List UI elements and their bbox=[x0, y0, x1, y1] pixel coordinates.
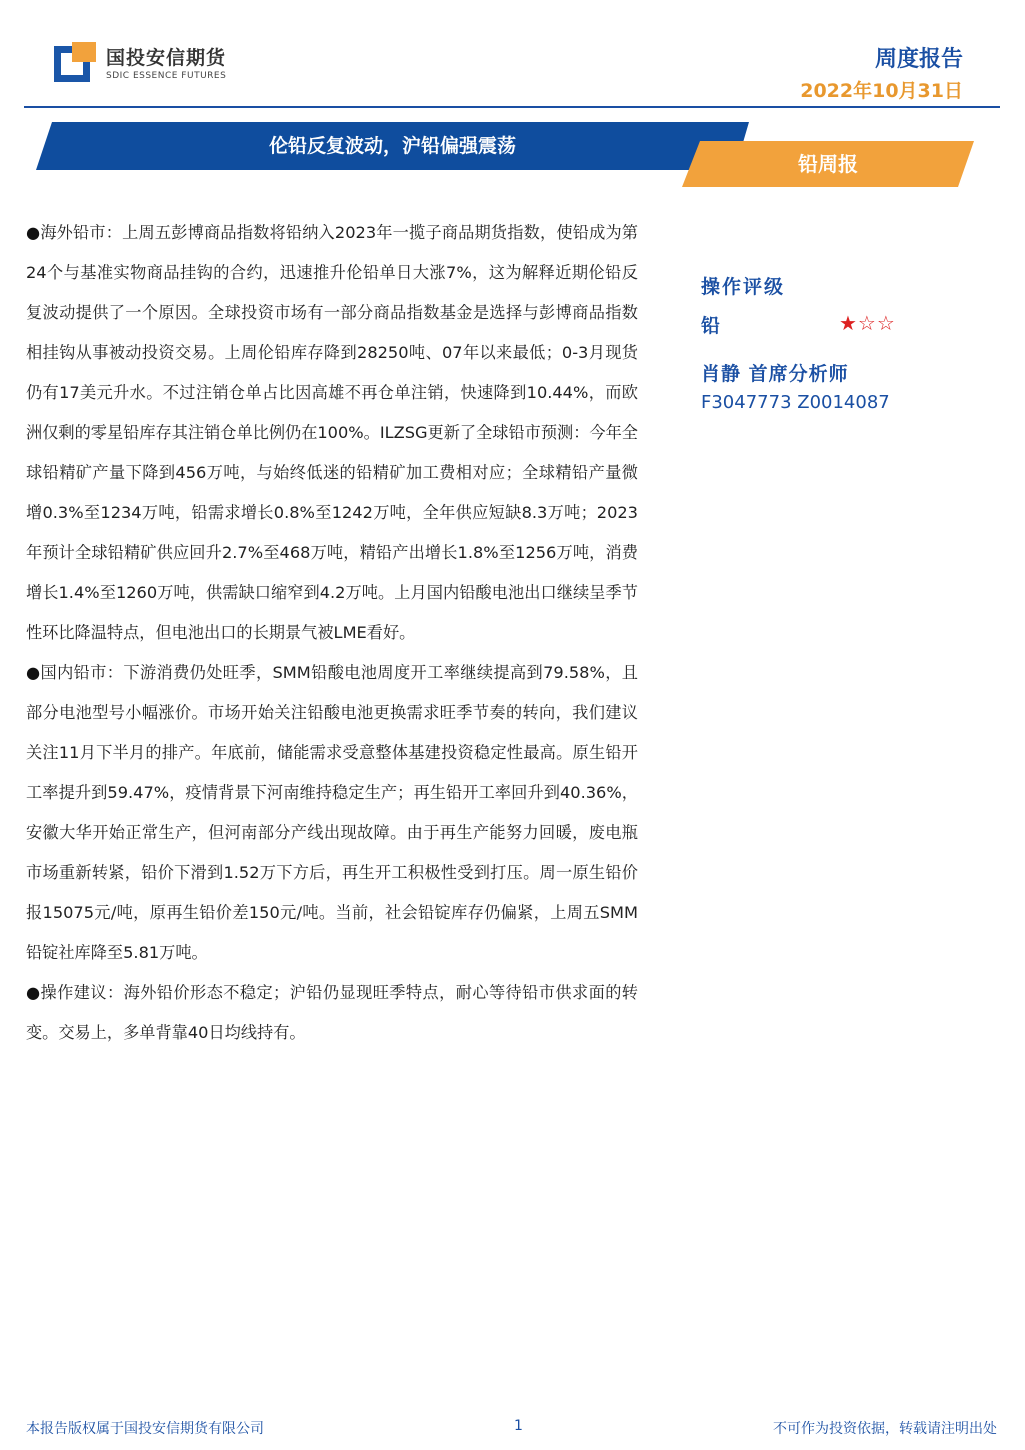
logo-name-en: SDIC ESSENCE FUTURES bbox=[106, 71, 227, 81]
paragraph-overseas bbox=[26, 213, 638, 653]
logo-name-cn: 国投安信期货 bbox=[106, 47, 227, 69]
paragraph-text: 海外铅市：上周五彭博商品指数将铅纳入2023年一揽子商品期货指数，使铅成为第24个与基准实物商品挂钩的合约，迅速推升伦铅单日大涨7%，这为解释近期伦铅反复波动提供了一个原因。全球投资市场有一部分商品指数基金是选择与彭博商品指数相挂钩从事被动投资交易。上周伦铅库存降到28250吨、07年以来最低；0-3月现货仍有17美元升水。不过注销仓单占比因高雄不再仓单注销，快速降到10.44%，而欧洲仅剩的零星铅库存其注销仓单比例仍在100%。ILZSG更新了全球铅市预测：今年全球铅精矿产量下降到456万吨，与始终低迷的铅精矿加工费相对应；全球精铅产量微增0.3%至1234万吨，铅需求增长0.8%至1242万吨，全年供应短缺8.3万吨；2023年预计全球铅精矿供应回升2.7%至468万吨，精铅产出增长1.8%至1256万吨，消费增长1.4%至1260万吨，供需缺口缩窄到4.2万吨。上月国内铅酸电池出口继续呈季节性环比降温特点，但电池出口的长期景气被LME看好。 bbox=[26, 223, 638, 642]
rating-item: 铅 bbox=[701, 315, 721, 337]
page-number: 1 bbox=[514, 1418, 523, 1434]
report-date: 2022年10月31日 bbox=[800, 80, 963, 102]
bullet-icon: ● bbox=[26, 223, 41, 242]
paragraph-text: 操作建议：海外铅价形态不稳定；沪铅仍显现旺季特点，耐心等待铅市供求面的转变。交易上，多单背靠40日均线持有。 bbox=[26, 983, 638, 1042]
paragraph-advice bbox=[26, 973, 638, 1053]
analyst-name: 肖静 首席分析师 bbox=[701, 363, 849, 385]
rating-stars-icon: ★☆☆ bbox=[839, 311, 896, 335]
footer-disclaimer: 不可作为投资依据，转载请注明出处 bbox=[773, 1421, 997, 1437]
header-divider bbox=[24, 106, 1000, 108]
bullet-icon: ● bbox=[26, 983, 41, 1002]
footer-copyright: 本报告版权属于国投安信期货有限公司 bbox=[26, 1421, 264, 1437]
sidebar bbox=[701, 272, 1001, 413]
footer bbox=[0, 1418, 1025, 1440]
report-tag: 铅周报 bbox=[798, 152, 858, 176]
report-title: 伦铅反复波动，沪铅偏强震荡 bbox=[268, 135, 516, 157]
paragraph-domestic bbox=[26, 653, 638, 973]
report-type: 周度报告 bbox=[874, 47, 963, 72]
analyst-codes: F3047773 Z0014087 bbox=[701, 392, 890, 413]
bullet-icon: ● bbox=[26, 663, 41, 682]
logo-icon bbox=[54, 42, 96, 82]
company-logo bbox=[54, 42, 226, 82]
rating-row bbox=[701, 311, 1001, 337]
rating-label: 操作评级 bbox=[701, 276, 786, 298]
report-body bbox=[26, 213, 638, 1053]
paragraph-text: 国内铅市：下游消费仍处旺季，SMM铅酸电池周度开工率继续提高到79.58%，且部分电池型号小幅涨价。市场开始关注铅酸电池更换需求旺季节奏的转向，我们建议关注11月下半月的排产。年底前，储能需求受意整体基建投资稳定性最高。原生铅开工率提升到59.47%，疫情背景下河南维持稳定生产；再生铅开工率回升到40.36%，安徽大华开始正常生产，但河南部分产线出现故障。由于再生产能努力回暖，废电瓶市场重新转紧，铅价下滑到1.52万下方后，再生开工积极性受到打压。周一原生铅价报15075元/吨，原再生铅价差150元/吨。当前，社会铅锭库存仍偏紧，上周五SMM铅锭社库降至5.81万吨。 bbox=[26, 663, 638, 962]
logo-text bbox=[106, 43, 226, 81]
